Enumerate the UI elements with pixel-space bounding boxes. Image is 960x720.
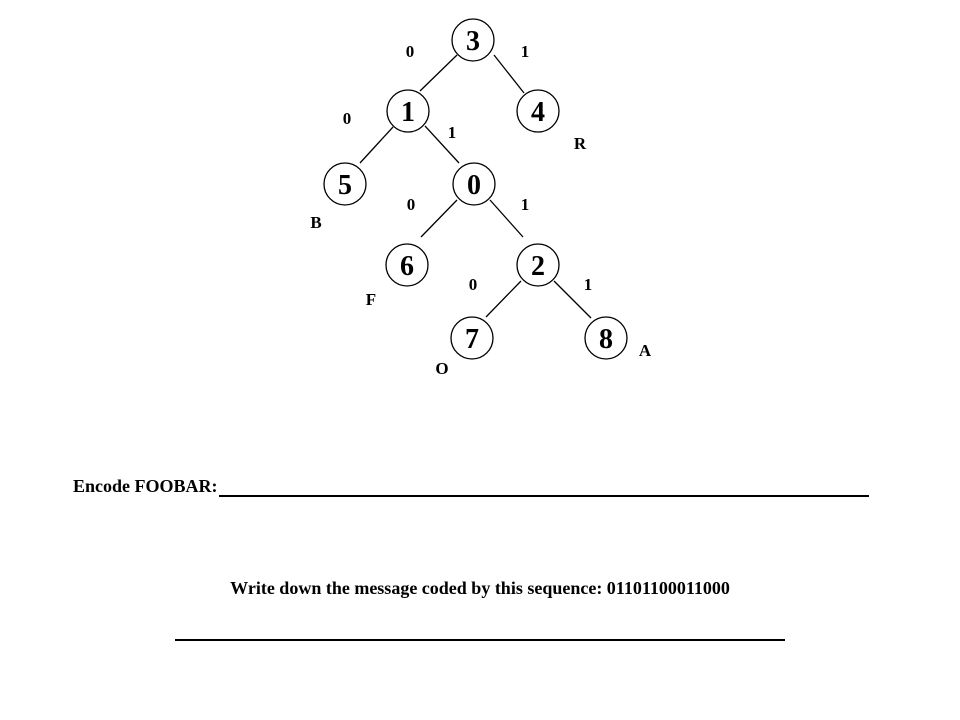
tree-node	[517, 90, 559, 132]
tree-node	[453, 163, 495, 205]
decode-prompt: Write down the message coded by this sequence: 01101100011000	[230, 578, 730, 598]
encode-answer-blank[interactable]	[219, 475, 869, 497]
tree-node	[517, 244, 559, 286]
tree-node	[387, 90, 429, 132]
node-label: 6	[400, 251, 414, 282]
node-label: 3	[466, 26, 480, 57]
leaf-symbol-label: R	[573, 134, 587, 153]
edge-bit-label: 0	[405, 42, 415, 61]
tree-node	[452, 19, 494, 61]
node-label: 5	[338, 170, 352, 201]
edge-n0-n2	[490, 200, 523, 237]
edge-bit-label: 1	[520, 42, 530, 61]
node-label: 2	[531, 251, 545, 282]
edge-bit-label: 0	[406, 195, 416, 214]
tree-node	[451, 317, 493, 359]
node-label: 8	[599, 324, 613, 355]
tree-node	[324, 163, 366, 205]
edge-n3-n1	[420, 55, 457, 91]
edge-n3-n4	[494, 55, 524, 93]
node-label: 1	[401, 97, 415, 128]
leaf-symbol-label: A	[638, 341, 652, 360]
edge-bit-label: 1	[520, 195, 530, 214]
decode-answer-blank[interactable]	[175, 639, 785, 641]
edge-bit-label: 1	[447, 123, 457, 142]
tree-node	[386, 244, 428, 286]
leaf-symbol-label: O	[435, 359, 449, 378]
edge-bit-label: 0	[468, 275, 478, 294]
edge-n0-n6	[421, 200, 457, 237]
tree-node	[585, 317, 627, 359]
node-label: 4	[531, 97, 545, 128]
encode-prompt: Encode FOOBAR:	[73, 476, 218, 496]
edge-n2-n7	[486, 281, 521, 317]
leaf-symbol-label: F	[365, 290, 377, 309]
edge-bit-label: 0	[342, 109, 352, 128]
node-label: 0	[467, 170, 481, 201]
edge-n1-n5	[360, 127, 393, 163]
node-label: 7	[465, 324, 479, 355]
edge-bit-label: 1	[583, 275, 593, 294]
encode-question	[73, 475, 869, 497]
leaf-symbol-label: B	[310, 213, 322, 232]
